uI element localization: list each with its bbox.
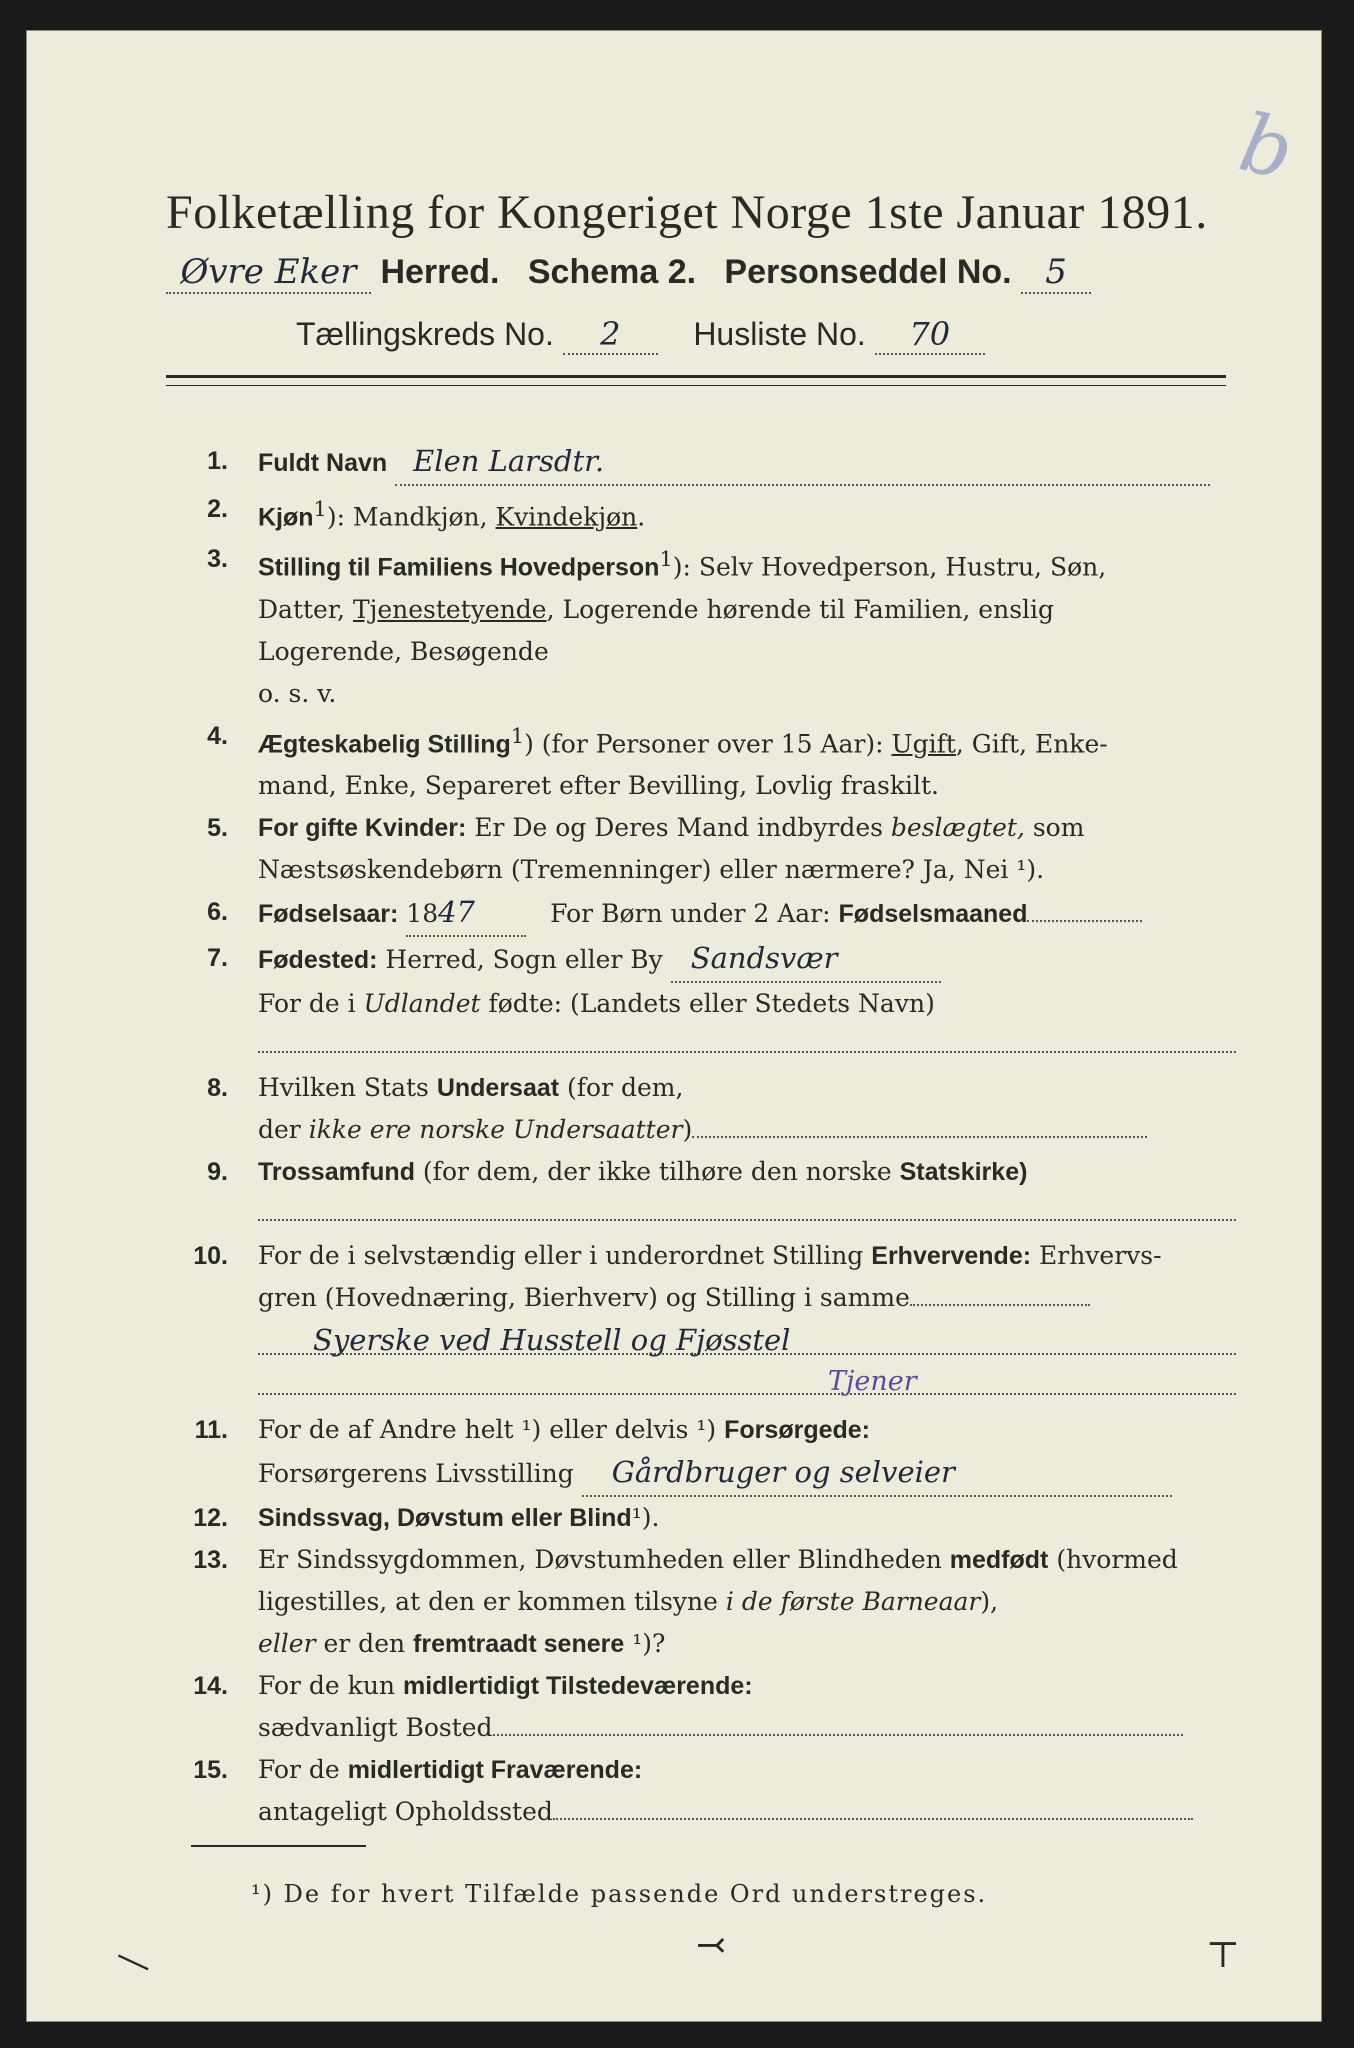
birth-month-field [1027,920,1142,922]
footnote-rule [191,1845,366,1847]
question-label: Fuldt Navn [258,449,388,477]
provider-occupation-value: Gårdbruger og selveier [611,1454,955,1489]
question-number: 11. [194,1415,228,1444]
birth-year-field [406,891,526,937]
occupation-field-2 [258,1361,1236,1395]
schema-label: Schema 2. [527,253,697,291]
question-4 [166,715,1236,807]
occupation-field-inline [910,1304,1090,1306]
question-12 [166,1497,1236,1539]
question-number: 6. [207,897,228,926]
question-number: 10. [193,1241,228,1270]
question-10 [166,1235,1236,1395]
taellingskreds-field [563,315,658,355]
herred-field [166,252,371,294]
question-6 [166,891,1236,937]
question-text: ¹)? [624,1628,666,1658]
question-text: Herred, Sogn eller By [377,944,663,974]
underlined-option: Kvindekjøn [495,502,638,532]
question-text: For de i [258,988,364,1018]
citizenship-field [692,1136,1147,1138]
question-label: Stilling til Familiens Hovedperson [258,553,660,582]
question-number: 7. [207,943,228,972]
question-text: , Logerende hørende til Familien, enslig [546,594,1055,624]
footnote-ref: 1 [313,497,327,521]
question-number: 9. [207,1157,228,1186]
question-text: eller [258,1628,316,1658]
underlined-option: Ugift [891,728,956,758]
question-label: medfødt [949,1545,1049,1574]
question-text: ): Selv Hovedperson, Hustru, Søn, [672,552,1107,582]
herred-value: Øvre Eker [180,252,357,292]
occupation-value-2: Tjener [828,1365,917,1397]
occupation-field [258,1319,1236,1355]
corner-pencil-mark: b [1231,95,1302,198]
occupation-value: Syerske ved Husstell og Fjøsstel [313,1322,791,1357]
corner-tick-mark-right: ⊤ [1206,1935,1240,1976]
question-text: ikke ere norske Undersaatter [308,1114,683,1144]
question-number: 5. [207,813,228,842]
taellingskreds-value: 2 [600,315,621,353]
question-label: Kjøn [258,503,314,532]
question-label: Fødselsaar: [258,899,399,928]
question-number: 3. [207,545,228,574]
personseddel-label: Personseddel No. [724,253,1012,291]
question-text: ): Mandkjøn, [326,502,496,532]
question-text: sædvanligt Bosted [258,1712,493,1742]
question-text: For de [258,1754,348,1784]
question-text: er den [315,1628,414,1658]
question-14 [166,1665,1236,1749]
question-number: 12. [193,1503,228,1532]
foreign-birthplace-field [258,1025,1236,1053]
question-text: For de i selvstændig eller i underordnet Stilling [258,1240,872,1270]
birth-year-prefix: 18 [406,898,439,928]
question-number: 14. [193,1671,228,1700]
question-number: 4. [207,721,228,750]
question-text: Er [258,1544,297,1574]
question-label: Erhvervende: [871,1241,1032,1270]
question-text: , Gift, Enke- [955,728,1108,758]
full-name-value: Elen Larsdtr. [413,444,605,478]
question-text: mand, Enke, Separeret efter Bevilling, Lovlig fraskilt. [258,770,939,800]
question-5 [166,807,1236,891]
full-name-field [395,440,1210,486]
question-text: Hvilken Stats [258,1072,437,1102]
footnote-ref: 1 [659,547,673,572]
question-15 [166,1749,1236,1833]
husliste-label: Husliste No. [693,316,866,352]
footnote: ¹) De for hvert Tilfælde passende Ord understreges. [251,1880,988,1908]
question-text: antageligt Opholdssted [258,1796,553,1826]
question-text: (for dem, der ikke tilhøre den norske [414,1156,900,1186]
header-rule-thin [166,385,1226,386]
underlined-option: Tjenestetyende [352,594,547,624]
religion-field [258,1193,1236,1221]
question-label: Sindssvag, Døvstum eller Blind [258,1503,632,1532]
question-text: ligestilles, at den er kommen tilsyne [258,1586,726,1616]
question-text: (for dem, [559,1072,684,1102]
question-text: ) [682,1114,693,1144]
question-text: ), [980,1586,999,1616]
question-label: fremtraadt senere [413,1629,625,1658]
taellingskreds-label: Tællingskreds No. [296,316,554,352]
questions-list [166,440,1236,1833]
provider-occupation-field [582,1451,1172,1497]
question-text: ¹). [631,1502,660,1532]
husliste-field [875,315,985,355]
question-number: 15. [193,1755,228,1784]
form-title: Folketælling for Kongeriget Norge 1ste Januar 1891. [166,186,1208,239]
question-2 [166,488,1236,538]
question-number: 2. [207,495,228,523]
question-text: Sindssygdommen, Døvstumheden eller Blindheden [296,1544,950,1574]
question-text: fødte: (Landets eller Stedets Navn) [480,988,935,1018]
question-11 [166,1409,1236,1497]
question-text: (hvormed [1048,1544,1178,1574]
birthplace-field [671,937,941,983]
question-9 [166,1151,1236,1221]
question-text: Forsørgerens Livsstilling [258,1458,574,1488]
question-7 [166,937,1236,1053]
question-text: Erhvervs- [1031,1240,1162,1270]
question-label: Forsørgede: [724,1415,870,1444]
question-13 [166,1539,1236,1665]
question-text: beslægtet, [890,812,1025,842]
corner-tick-mark-center: ⤙ [696,1925,727,1966]
question-text: Udlandet [363,988,481,1018]
question-3 [166,538,1236,714]
header-rule-thick [166,375,1226,378]
question-text: . [637,502,646,532]
question-text: Næstsøskendebørn (Tremenninger) eller nærmere? Ja, Nei ¹). [258,854,1045,884]
usual-residence-field [493,1734,1183,1736]
question-text: der [258,1114,309,1144]
question-label: midlertidigt Fraværende: [347,1755,643,1784]
birth-year-value: 47 [438,894,476,929]
question-8 [166,1067,1236,1151]
question-label: For gifte Kvinder: [258,813,467,842]
question-label: Ægteskabelig Stilling [258,729,511,758]
question-label: Statskirke) [899,1157,1028,1186]
question-label: Trossamfund [258,1157,415,1186]
form-header-line [166,252,1246,294]
footnote-ref: 1 [510,723,525,748]
question-text: Logerende, Besøgende [258,636,549,666]
question-number: 13. [193,1545,228,1574]
question-number: 1. [207,447,228,475]
question-text: Datter, [258,594,353,624]
question-text: For de kun [258,1670,403,1700]
question-text: gren (Hovednæring, Bierhverv) og Stilling i samme [258,1282,910,1312]
question-text: Er De og Deres Mand indbyrdes [466,812,891,842]
question-label: Fødested: [258,945,378,974]
question-text: For Børn under 2 Aar: [550,898,839,928]
question-label: Fødselsmaaned [838,899,1028,928]
herred-label: Herred. [380,253,500,291]
birthplace-value: Sandsvær [690,940,838,975]
question-1 [166,440,1236,486]
personseddel-field [1021,252,1091,294]
question-label: midlertidigt Tilstedeværende: [402,1671,753,1700]
question-text: i de første Barneaar [725,1586,981,1616]
husliste-value: 70 [909,315,951,353]
census-form-sheet [26,30,1322,2022]
personseddel-value: 5 [1045,252,1067,292]
question-text: ) (for Personer over 15 Aar): [524,728,892,758]
corner-tick-mark-left: — [109,1934,159,1987]
presumed-whereabouts-field [553,1818,1193,1820]
question-number: 8. [207,1073,228,1102]
form-subheader-line [296,315,1116,355]
question-label: Undersaat [436,1073,560,1102]
question-text: For de af Andre helt ¹) eller delvis ¹) [258,1414,725,1444]
question-text: som [1024,812,1085,842]
question-text: o. s. v. [258,678,337,708]
